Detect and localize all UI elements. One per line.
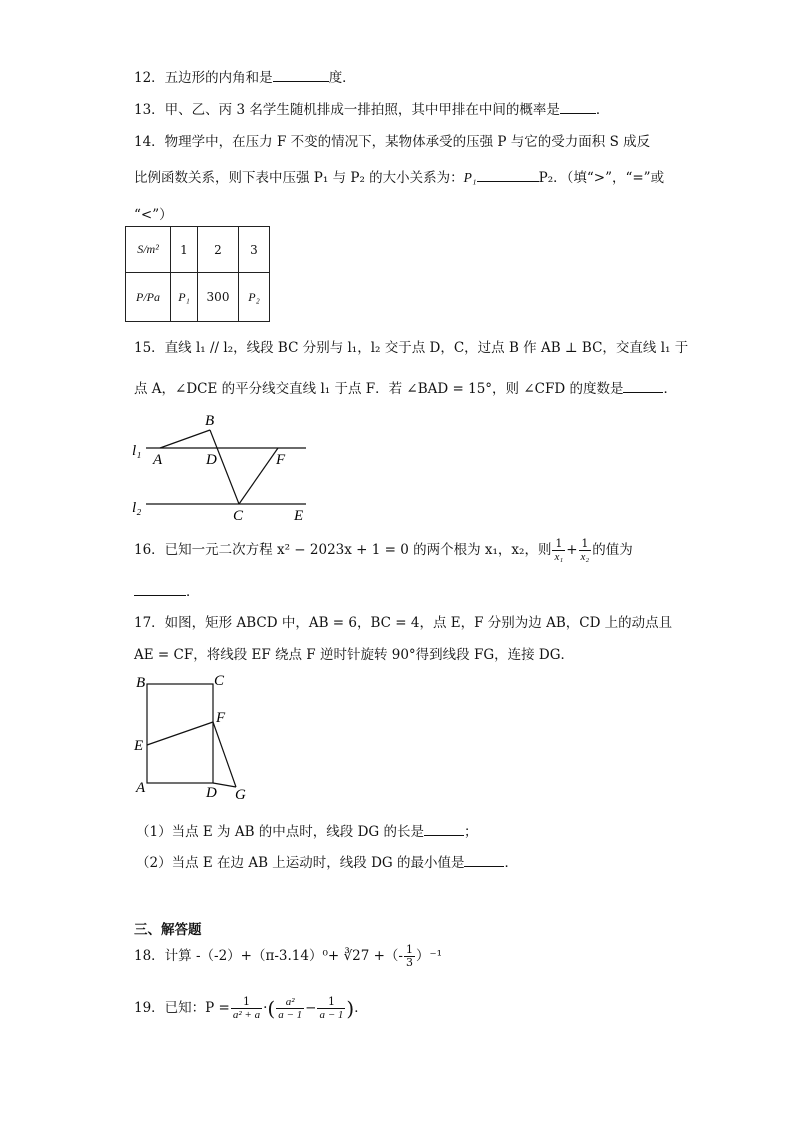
q16-frac2 — [579, 538, 592, 563]
question-12 — [134, 66, 356, 86]
frac-numerator: 1 — [231, 996, 262, 1009]
table-cell: 300 — [198, 273, 239, 322]
frac-numerator: a² — [276, 996, 304, 1009]
q19-frac2 — [276, 996, 304, 1021]
table-cell: P₂ — [239, 273, 270, 322]
q17-sub1-text: （1）当点 E 为 AB 的中点时，线段 DG 的长是 — [136, 824, 424, 840]
label-B: B — [136, 675, 146, 691]
question-14-line1: 14．物理学中，在压力 F 不变的情况下，某物体承受的压强 P 与它的受力面积 S 成反 — [134, 134, 651, 150]
label-G: G — [235, 787, 246, 803]
table-cell: 1 — [171, 227, 198, 273]
q12-tail: 度． — [328, 70, 356, 86]
q13-text: 13．甲、乙、丙 3 名学生随机排成一排拍照，其中甲排在中间的概率是 — [134, 102, 560, 118]
question-14-line2 — [134, 166, 664, 186]
label-E: E — [134, 738, 144, 754]
q17-sub1-blank[interactable] — [424, 823, 464, 836]
question-16-line1 — [134, 538, 633, 563]
question-18 — [134, 944, 442, 969]
frac-numerator: 1 — [552, 538, 565, 551]
q17-sub1-tail: ； — [463, 824, 478, 840]
q17-sub2-tail: ． — [504, 855, 518, 871]
label-F: F — [216, 710, 226, 726]
q14-answer-blank[interactable] — [477, 169, 539, 182]
q16-line1b: 的值为 — [592, 542, 633, 558]
q18-frac — [404, 944, 415, 969]
q16-frac1 — [552, 538, 565, 563]
frac-denominator: x₁ — [554, 551, 564, 563]
question-17-line2: AE = CF，将线段 EF 绕点 F 逆时针旋转 90°得到线段 FG，连接 DG． — [134, 647, 575, 663]
frac-denominator: x₂ — [580, 551, 590, 563]
section-heading: 三、解答题 — [134, 922, 202, 938]
right-paren: ) — [346, 996, 355, 1021]
q13-answer-blank[interactable] — [560, 101, 596, 114]
question-15-line2 — [134, 377, 677, 397]
left-paren: ( — [267, 996, 276, 1021]
q19-dot: · — [263, 1000, 268, 1016]
q19-lead: 19．已知：P = — [134, 1000, 230, 1016]
question-17-sub2 — [136, 851, 518, 871]
q14-p1: P₁ — [463, 170, 477, 185]
q16-answer-blank[interactable] — [134, 583, 186, 596]
q12-answer-blank[interactable] — [273, 69, 329, 82]
q13-tail: ． — [595, 102, 610, 118]
label-E: E — [294, 508, 304, 524]
frac-numerator: 1 — [405, 943, 413, 956]
q16-line1a: 16．已知一元二次方程 x² − 2023x + 1 = 0 的两个根为 x₁，x₂，则 — [134, 542, 552, 558]
q15-tail: ． — [663, 381, 677, 397]
label-F: F — [276, 452, 286, 468]
question-17-line1: 17．如图，矩形 ABCD 中，AB = 6，BC = 4，点 E，F 分别为边 AB，CD 上的动点且 — [134, 615, 673, 631]
label-D: D — [206, 452, 217, 468]
label-A: A — [153, 452, 163, 468]
table-cell: P₁ — [171, 273, 198, 322]
table-cell: 2 — [198, 227, 239, 273]
q12-text: 12．五边形的内角和是 — [134, 70, 273, 86]
q14-line2c: P₂．（填“>”，“=”或 — [538, 170, 665, 186]
table-cell: S/m² — [126, 227, 171, 273]
frac-denominator: a − 1 — [319, 1009, 344, 1021]
question-17-sub1 — [136, 820, 477, 840]
rectangle-figure — [128, 670, 258, 806]
question-14-line3: “<”） — [134, 207, 173, 223]
q14-line2a: 比例函数关系，则下表中压强 P₁ 与 P₂ 的大小关系为： — [134, 170, 464, 186]
question-13 — [134, 98, 609, 118]
frac-denominator: 3 — [405, 956, 413, 969]
label-A: A — [136, 780, 146, 796]
q19-tail: ． — [354, 1000, 368, 1016]
q17-sub2-blank[interactable] — [464, 854, 504, 867]
question-19 — [134, 996, 368, 1021]
label-D: D — [206, 785, 217, 801]
q18-tail: ）⁻¹ — [415, 948, 442, 964]
parallel-lines-figure — [126, 408, 326, 526]
table-cell: P/Pa — [126, 273, 171, 322]
frac-denominator: a² + a — [232, 1009, 261, 1021]
question-16-line2 — [134, 580, 200, 600]
frac-numerator: 1 — [317, 996, 345, 1009]
q19-frac3 — [317, 996, 345, 1021]
q15-line2: 点 A，∠DCE 的平分线交直线 l₁ 于点 F．若 ∠BAD = 15°，则 ∠CFD 的度数是 — [134, 381, 624, 397]
q16-tail: ． — [186, 584, 200, 600]
q18-text: 18．计算 -（-2）+（π-3.14）⁰+ ∛27 +（- — [134, 948, 403, 964]
label-l2: l₂ — [132, 500, 142, 516]
frac-numerator: 1 — [579, 538, 592, 551]
q17-sub2-text: （2）当点 E 在边 AB 上运动时，线段 DG 的最小值是 — [136, 855, 465, 871]
label-l1: l₁ — [132, 443, 142, 459]
label-B: B — [205, 413, 215, 429]
label-C: C — [233, 508, 244, 524]
q19-minus: − — [305, 1000, 317, 1016]
label-C: C — [214, 673, 225, 689]
pressure-table — [125, 226, 270, 322]
question-15-line1: 15．直线 l₁ // l₂，线段 BC 分别与 l₁，l₂ 交于点 D，C，过点 B 作 AB ⊥ BC，交直线 l₁ 于 — [134, 340, 689, 356]
q15-answer-blank[interactable] — [623, 380, 663, 393]
q19-frac1 — [231, 996, 262, 1021]
table-cell: 3 — [239, 227, 270, 273]
frac-denominator: a − 1 — [278, 1009, 303, 1021]
q16-plus: + — [566, 542, 578, 558]
